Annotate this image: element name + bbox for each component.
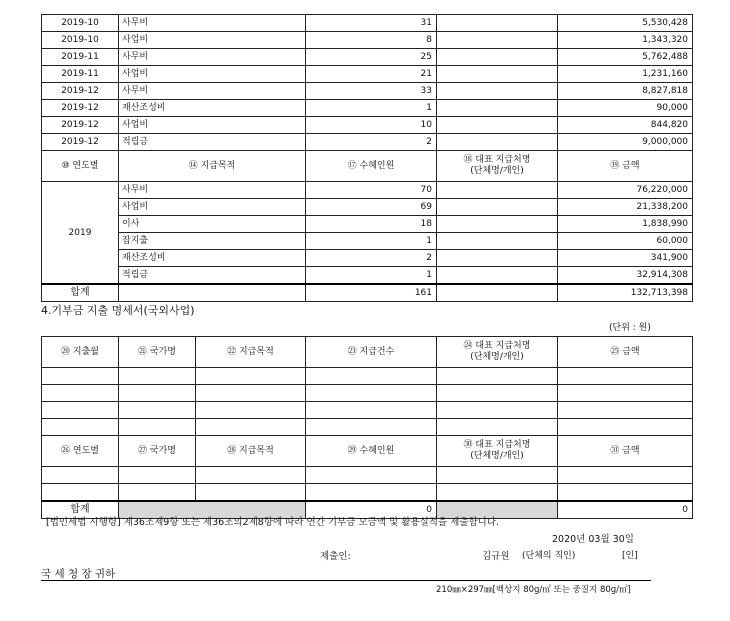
cell-year-month: 2019-10	[42, 32, 119, 49]
cell-amount: 844,820	[558, 117, 693, 134]
paper-spec: 210㎜×297㎜[백상지 80g/㎡ 또는 중질지 80g/㎡]	[436, 585, 631, 595]
table-row	[42, 250, 693, 267]
total-count: 161	[306, 284, 437, 302]
unit-label: (단위 : 원)	[609, 323, 651, 333]
header-purpose: ⑭ 지급목적	[119, 151, 306, 182]
table-row	[42, 134, 693, 151]
cell-purpose: 사무비	[119, 15, 306, 32]
header-purpose: ㉒ 지급목적	[196, 337, 306, 368]
cell-purpose: 적립금	[119, 267, 306, 285]
submitter-label: 제출인:	[320, 551, 351, 562]
cell-count: 69	[306, 199, 437, 216]
cell-recipient	[437, 134, 558, 151]
cell-recipient	[437, 233, 558, 250]
cell-count: 1	[306, 100, 437, 117]
submission-date: 2020년 03월 30일	[552, 534, 634, 545]
table-row	[42, 182, 693, 199]
cell-count: 70	[306, 182, 437, 199]
cell-year-month: 2019-12	[42, 134, 119, 151]
cell-year-month: 2019-11	[42, 49, 119, 66]
cell-year-month: 2019-12	[42, 100, 119, 117]
cell-amount: 1,838,990	[558, 216, 693, 233]
cell-year-month: 2019-12	[42, 83, 119, 100]
cell-recipient	[437, 49, 558, 66]
cell-purpose: 재산조성비	[119, 250, 306, 267]
cell-year-month: 2019-11	[42, 66, 119, 83]
table-row	[42, 49, 693, 66]
header-beneficiaries: ㉙ 수혜인원	[306, 436, 437, 467]
table-row	[42, 32, 693, 49]
cell-recipient	[437, 216, 558, 233]
cell-purpose: 잡지출	[119, 233, 306, 250]
bottom-divider	[41, 580, 651, 581]
cell-count: 8	[306, 32, 437, 49]
cell-purpose: 사무비	[119, 83, 306, 100]
table-row	[42, 199, 693, 216]
header-purpose: ㉘ 지급목적	[196, 436, 306, 467]
cell-count: 25	[306, 49, 437, 66]
cell-count: 1	[306, 233, 437, 250]
foreign-empty-row	[42, 419, 693, 436]
cell-recipient	[437, 199, 558, 216]
foreign-empty-row	[42, 402, 693, 419]
cell-amount: 76,220,000	[558, 182, 693, 199]
cell-recipient	[437, 100, 558, 117]
header-amount: ㉕ 금액	[558, 337, 693, 368]
signature-hint: (단체의 직인)	[522, 551, 576, 561]
cell-recipient	[437, 182, 558, 199]
cell-recipient	[437, 83, 558, 100]
total-amount: 132,713,398	[558, 284, 693, 302]
cell-purpose: 사업비	[119, 66, 306, 83]
submitter-name: 김규원	[482, 551, 510, 562]
cell-amount: 5,762,488	[558, 49, 693, 66]
header-amount: ㉛ 금액	[558, 436, 693, 467]
cell-amount: 9,000,000	[558, 134, 693, 151]
cell-amount: 341,900	[558, 250, 693, 267]
section-4-title: 4.기부금 지출 명세서(국외사업)	[41, 304, 195, 317]
cell-recipient	[437, 15, 558, 32]
cell-recipient	[437, 32, 558, 49]
total-label: 합계	[42, 284, 119, 302]
header-recipient: ㉚ 대표 지급처명 (단체명/개인)	[437, 436, 558, 467]
cell-purpose: 적립금	[119, 134, 306, 151]
foreign-usage-table	[41, 336, 693, 519]
header-payment-count: ㉓ 지급건수	[306, 337, 437, 368]
cell-count: 18	[306, 216, 437, 233]
table-row	[42, 267, 693, 285]
cell-amount: 1,343,320	[558, 32, 693, 49]
header-recipient: ㉔ 대표 지급처명 (단체명/개인)	[437, 337, 558, 368]
cell-count: 21	[306, 66, 437, 83]
cell-year: 2019	[42, 182, 119, 285]
cell-amount: 60,000	[558, 233, 693, 250]
cell-amount: 8,827,818	[558, 83, 693, 100]
total-amount: 0	[558, 501, 693, 519]
foreign-empty-row	[42, 368, 693, 385]
cell-purpose: 사업비	[119, 199, 306, 216]
foreign-empty-row	[42, 484, 693, 502]
foreign-header-row-2	[42, 436, 693, 467]
recipient-line: 국 세 청 장 귀하	[41, 568, 116, 580]
cell-count: 10	[306, 117, 437, 134]
cell-count: 2	[306, 134, 437, 151]
header-country: ㉑ 국가명	[119, 337, 196, 368]
header-year: ㉖ 연도별	[42, 436, 119, 467]
header-beneficiaries: ⑰ 수혜인원	[306, 151, 437, 182]
table-row	[42, 216, 693, 233]
table-row	[42, 15, 693, 32]
header-year: ⑩ 연도별	[42, 151, 119, 182]
donation-usage-table	[41, 14, 693, 302]
cell-year-month: 2019-12	[42, 117, 119, 134]
cell-year-month: 2019-10	[42, 15, 119, 32]
foreign-empty-row	[42, 467, 693, 484]
cell-purpose: 사업비	[119, 117, 306, 134]
header-month: ⑳ 지출월	[42, 337, 119, 368]
submission-statement: [법인세법 시행령] 제36조제9항 또는 제36조의2제8항에 따라 연간 기부금 모금액 및 활용실적을 제출합니다.	[46, 517, 500, 528]
cell-amount: 90,000	[558, 100, 693, 117]
cell-count: 2	[306, 250, 437, 267]
cell-recipient	[437, 267, 558, 285]
cell-amount: 21,338,200	[558, 199, 693, 216]
cell-amount: 32,914,308	[558, 267, 693, 285]
foreign-header-row-1	[42, 337, 693, 368]
table-row	[42, 100, 693, 117]
annual-header-row	[42, 151, 693, 182]
table-row	[42, 83, 693, 100]
cell-amount: 1,231,160	[558, 66, 693, 83]
cell-recipient	[437, 117, 558, 134]
cell-count: 31	[306, 15, 437, 32]
table-row	[42, 66, 693, 83]
cell-count: 33	[306, 83, 437, 100]
table-row	[42, 117, 693, 134]
foreign-empty-row	[42, 385, 693, 402]
seal-mark: [인]	[622, 551, 638, 561]
cell-purpose: 사무비	[119, 182, 306, 199]
cell-count: 1	[306, 267, 437, 285]
cell-purpose: 사업비	[119, 32, 306, 49]
header-recipient: ⑱ 대표 지급처명 (단체명/개인)	[437, 151, 558, 182]
total-count: 0	[306, 501, 437, 519]
cell-recipient	[437, 66, 558, 83]
header-country: ㉗ 국가명	[119, 436, 196, 467]
cell-recipient	[437, 250, 558, 267]
table-row	[42, 233, 693, 250]
cell-amount: 5,530,428	[558, 15, 693, 32]
header-amount: ⑲ 금액	[558, 151, 693, 182]
cell-purpose: 이사	[119, 216, 306, 233]
total-label: 합계	[42, 501, 119, 519]
total-row	[42, 284, 693, 302]
cell-purpose: 재산조성비	[119, 100, 306, 117]
cell-purpose: 사무비	[119, 49, 306, 66]
